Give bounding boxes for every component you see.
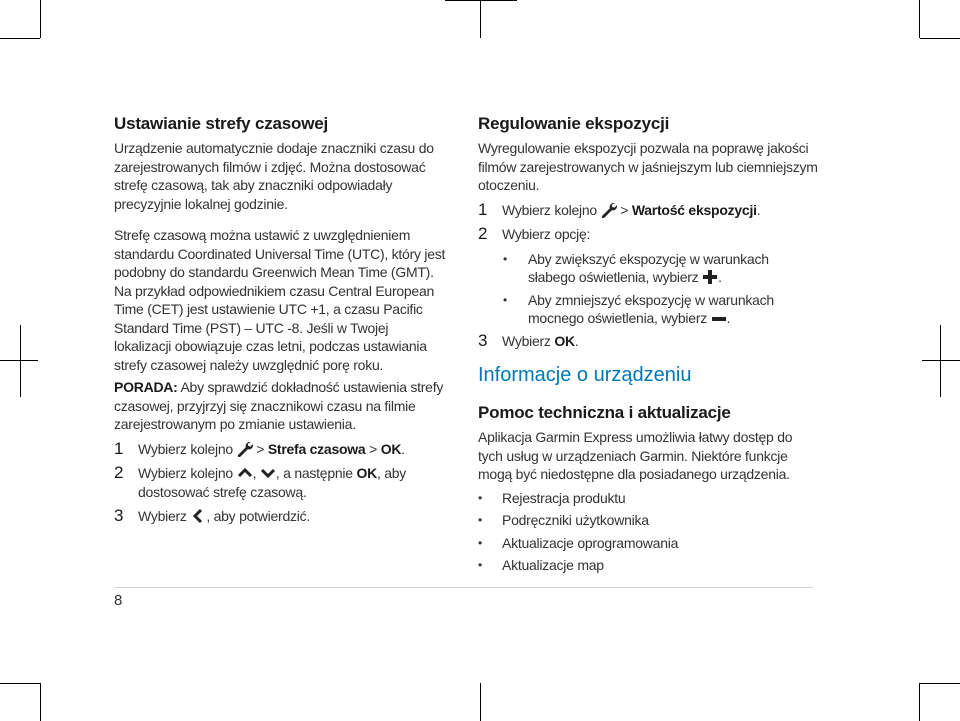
step-text: Wybierz kolejno [138,465,237,481]
paragraph-utc: Strefę czasową można ustawić z uwzględnieniem standardu Coordinated Universal Time (UTC), który jest podobny do standardu Greenwich Mean Time (GMT). Na przykład odpowiednikiem czasu Central European Time (CET) jest ustawienie UTC +1, a czasu Pacific Standard Time (PST) – UTC -8. Jeśli w Twojej lokalizacji obowiązuje czas letni, podczas ustawiania strefy czasowej należy uwzględnić porę roku. [114,227,446,373]
step-3 [478,332,818,351]
step-text: , aby dostosować strefę czasową. [138,465,407,500]
menu-item-ok: OK [554,332,575,349]
crop-mark [480,683,481,721]
option-text: . [726,310,731,326]
step-text: . [401,440,405,457]
step-text: , a następnie [275,465,357,481]
step-number: 3 [478,330,488,350]
tip-label: PORADA: [114,379,178,395]
crop-mark [480,0,481,38]
tip-paragraph [114,378,449,434]
step-separator: , [252,465,260,481]
chapter-title: Informacje o urządzeniu [478,364,692,386]
step-3 [114,507,449,526]
crop-mark [40,0,41,38]
footer-divider [114,587,813,588]
chevron-down-icon [260,465,276,481]
minus-icon [711,310,727,326]
step-text: . [574,332,579,349]
crop-mark [919,683,920,721]
crop-mark [922,360,960,361]
step-number: 2 [478,224,488,243]
list-item: • Aktualizacje oprogramowania [478,534,818,553]
section-heading-exposure: Regulowanie ekspozycji [478,114,670,133]
step-1 [478,201,818,220]
menu-item-exposure-value: Wartość ekspozycji [631,201,757,218]
step-text: Wybierz kolejno [138,440,237,457]
step-text: Wybierz kolejno [502,201,601,218]
section-heading-time-zone: Ustawianie strefy czasowej [114,114,329,133]
step-separator: > [365,440,381,457]
option-text: Aby zwiększyć ekspozycję w warunkach słabego oświetlenia, wybierz [528,250,769,285]
crop-mark [0,360,38,361]
crop-mark [920,683,960,684]
page-number: 8 [114,592,123,609]
step-separator: > [252,440,268,457]
list-item [478,250,818,287]
menu-item-ok: OK [356,465,377,481]
step-number: 1 [114,438,124,458]
step-separator: > [616,201,632,218]
exposure-options-list [478,250,818,328]
step-2 [114,464,449,501]
chevron-up-icon [237,465,253,481]
paragraph-exposure: Wyregulowanie ekspozycji pozwala na poprawę jakości filmów zarejestrowanych w jaśniejszym lub ciemniejszym otoczeniu. [478,140,818,193]
list-item: • Podręczniki użytkownika [478,511,818,530]
crop-mark [445,0,517,1]
crop-mark [920,38,960,39]
step-1 [114,440,449,459]
crop-mark [40,683,41,721]
step-2 [478,225,818,244]
paragraph-support: Aplikacja Garmin Express umożliwia łatwy dostęp do tych usług w urządzeniach Garmin. Niektóre funkcje mogą być niedostępne dla posiadanego urządzenia. [478,429,793,482]
step-number: 3 [114,506,124,525]
crop-mark [0,683,40,684]
step-number: 2 [114,463,124,482]
list-item: • Aktualizacje map [478,556,818,575]
list-item: • Rejestracja produktu [478,489,818,508]
paragraph-intro: Urządzenie automatycznie dodaje znaczniki czasu do zarejestrowanych filmów i zdjęć. Można dostosować strefę czasową, tak aby znaczniki odpowiadały precyzyjnie lokalnej godzinie. [114,140,434,212]
tip-text: Aby sprawdzić dokładność ustawienia strefy czasowej, przyjrzyj się znacznikowi czasu na filmie zarejestrowanym po zmianie ustawienia. [114,379,444,432]
step-text: . [756,201,761,218]
wrench-icon [601,202,617,218]
menu-item-time-zone: Strefa czasowa [267,440,366,457]
step-text: Wybierz [502,332,555,349]
step-text: Wybierz [138,508,191,524]
crop-mark [20,325,21,397]
list-item [478,291,818,328]
step-text: , aby potwierdzić. [206,508,310,524]
menu-item-ok: OK [380,440,402,457]
step-number: 1 [478,199,488,219]
option-text: Aby zmniejszyć ekspozycję w warunkach mocnego oświetlenia, wybierz [528,291,774,326]
support-list [478,489,818,575]
left-column [114,113,449,526]
wrench-icon [237,441,253,457]
crop-mark [940,325,941,397]
section-heading-support: Pomoc techniczna i aktualizacje [478,403,731,422]
chevron-left-icon [190,508,206,524]
crop-mark [919,0,920,38]
plus-icon [702,269,718,285]
option-text: . [718,269,722,285]
crop-mark [0,38,40,39]
step-text: Wybierz opcję: [502,226,591,242]
right-column [478,113,818,579]
